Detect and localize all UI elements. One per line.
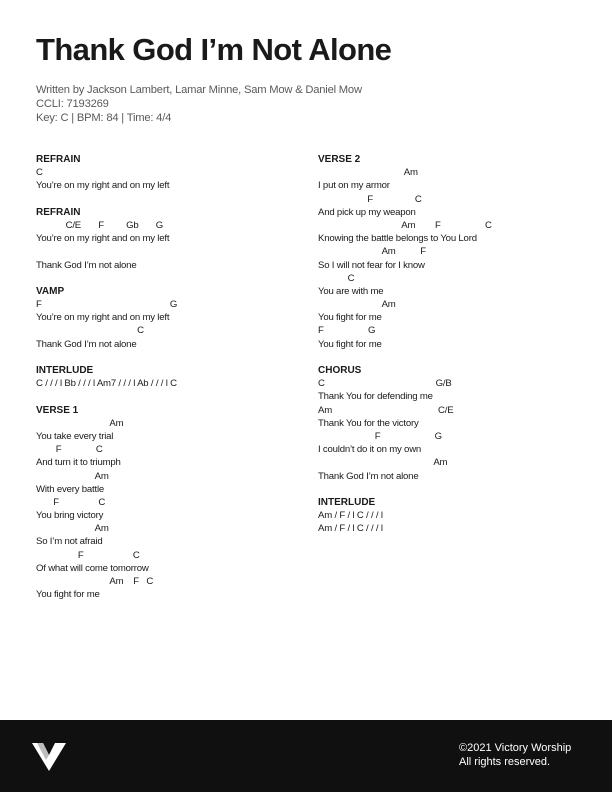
- section-title: VERSE 2: [318, 154, 361, 165]
- chord-lyric-line: Am F C: [318, 219, 492, 231]
- chord-lyric-line: Am: [36, 417, 124, 429]
- chord-lyric-line: C: [318, 272, 355, 284]
- chord-lyric-line: Am C/E: [318, 404, 454, 416]
- copyright-notice: [459, 741, 571, 769]
- song-section: [318, 496, 588, 536]
- chord-chart-right-column: [318, 153, 588, 549]
- chord-lyric-line: You bring victory: [36, 510, 104, 522]
- song-section: [36, 285, 306, 351]
- chord-lyric-line: You’re on my right and on my left: [36, 233, 170, 245]
- chord-lyric-line: Am: [36, 470, 109, 482]
- chord-lyric-line: You fight for me: [318, 338, 382, 350]
- chord-lyric-line: I couldn’t do it on my own: [318, 444, 422, 456]
- chord-lyric-line: C: [36, 167, 43, 179]
- copyright-line: ©2021 Victory Worship: [459, 742, 572, 754]
- song-section: [36, 364, 306, 390]
- section-title: VERSE 1: [36, 404, 79, 416]
- section-title: INTERLUDE: [318, 496, 376, 508]
- chord-lyric-line: Knowing the battle belongs to You Lord: [318, 233, 477, 245]
- song-section: [318, 364, 588, 483]
- section-title: VAMP: [36, 285, 65, 297]
- song-writers: Written by Jackson Lambert, Lamar Minne, Sam Mow & Daniel Mow: [36, 84, 362, 96]
- song-section: [36, 153, 306, 193]
- chord-lyric-line: And turn it to triumph: [36, 457, 121, 469]
- chord-lyric-line: Thank God I’m not alone: [36, 338, 137, 350]
- chord-lyric-line: Thank God I’m not alone: [318, 470, 419, 482]
- chord-lyric-line: C G/B: [318, 378, 452, 390]
- chord-lyric-line: F C: [318, 193, 422, 205]
- ccli-number: CCLI: 7193269: [36, 98, 109, 110]
- footer-bar: [0, 720, 612, 792]
- chord-lyric-line: Am: [36, 523, 109, 535]
- chord-lyric-line: Am / F / l C / / / l: [318, 510, 383, 522]
- chord-lyric-line: C/E F Gb G: [36, 219, 164, 231]
- chord-lyric-line: Am / F / l C / / / l: [318, 523, 383, 535]
- key-bpm-time: Key: C | BPM: 84 | Time: 4/4: [36, 112, 172, 124]
- chord-lyric-line: F G: [318, 325, 376, 337]
- song-section: [36, 206, 306, 272]
- section-title: CHORUS: [318, 365, 362, 376]
- chord-lyric-line: I put on my armor: [318, 180, 390, 192]
- chord-lyric-line: With every battle: [36, 483, 105, 495]
- chord-lyric-line: Am F C: [36, 576, 154, 587]
- chord-lyric-line: Am: [318, 299, 396, 311]
- rights-line: All rights reserved.: [459, 756, 551, 768]
- chord-lyric-line: So I will not fear for I know: [318, 259, 425, 271]
- chord-lyric-line: Thank You for the victory: [318, 417, 419, 429]
- chord-lyric-line: Am F: [318, 246, 426, 258]
- victory-worship-logo-icon: [32, 743, 66, 771]
- chord-lyric-line: F C: [36, 496, 106, 508]
- chord-lyric-line: So I’m not afraid: [36, 536, 103, 548]
- chord-lyric-line: You take every trial: [36, 430, 114, 442]
- song-metadata: [36, 83, 362, 125]
- chord-lyric-line: C / / / l Bb / / / l Am7 / / / l Ab / / / l C: [36, 378, 177, 390]
- chord-lyric-line: C: [36, 325, 144, 337]
- chord-lyric-line: [36, 245, 306, 258]
- chord-lyric-line: Of what will come tomorrow: [36, 562, 149, 574]
- chord-lyric-line: Thank You for defending me: [318, 391, 433, 403]
- section-title: REFRAIN: [36, 154, 81, 165]
- song-title: Thank God I’m Not Alone: [36, 32, 392, 67]
- section-title: INTERLUDE: [36, 365, 94, 376]
- chord-lyric-line: Am: [318, 457, 448, 469]
- chord-lyric-line: You fight for me: [318, 312, 382, 324]
- chord-lyric-line: You are with me: [318, 285, 384, 297]
- section-title: REFRAIN: [36, 206, 81, 218]
- chord-lyric-line: F C: [36, 444, 103, 456]
- chord-lyric-line: You fight for me: [36, 589, 100, 601]
- chord-lyric-line: F G: [36, 299, 178, 311]
- song-section: [36, 404, 306, 602]
- song-section: [318, 153, 588, 351]
- chord-lyric-line: F C: [36, 549, 140, 561]
- chord-lyric-line: You’re on my right and on my left: [36, 180, 170, 192]
- chord-lyric-line: You’re on my right and on my left: [36, 312, 170, 324]
- chord-lyric-line: F G: [318, 430, 442, 442]
- chord-lyric-line: And pick up my weapon: [318, 206, 416, 218]
- chord-chart-left-column: [36, 153, 306, 615]
- chord-lyric-line: Am: [318, 167, 418, 179]
- chord-lyric-line: Thank God I’m not alone: [36, 259, 137, 271]
